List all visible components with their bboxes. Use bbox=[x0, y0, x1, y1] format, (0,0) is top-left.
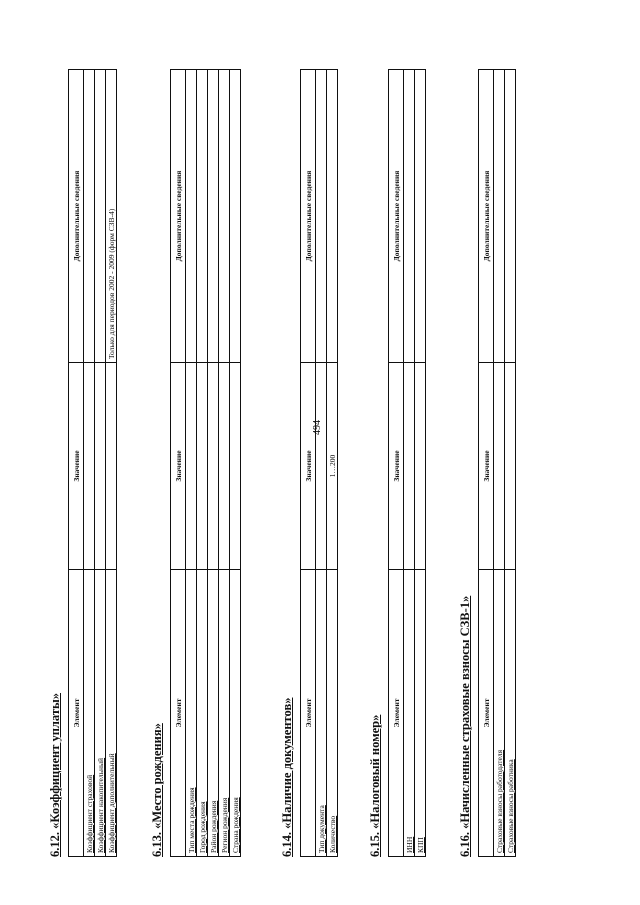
table-row bbox=[219, 70, 230, 857]
cell-element: Коэффициент страховой bbox=[84, 570, 95, 857]
header-info: Дополнительные сведения bbox=[69, 70, 84, 363]
header-info: Дополнительные сведения bbox=[301, 70, 316, 363]
table-tax-number bbox=[388, 69, 426, 857]
table-row bbox=[230, 70, 241, 857]
header-element: Элемент bbox=[389, 570, 404, 857]
table-row bbox=[505, 70, 516, 857]
table-row bbox=[327, 70, 338, 857]
cell-element: Регион рождения bbox=[219, 570, 230, 857]
cell-element: Район рождения bbox=[208, 570, 219, 857]
header-element: Элемент bbox=[479, 570, 494, 857]
header-info: Дополнительные сведения bbox=[389, 70, 404, 363]
header-value: Значение bbox=[479, 363, 494, 570]
section-title: 6.13. «Место рождения» bbox=[150, 723, 164, 857]
header-value: Значение bbox=[69, 363, 84, 570]
header-value: Значение bbox=[301, 363, 316, 570]
cell-info bbox=[208, 70, 219, 363]
table-documents bbox=[300, 69, 338, 857]
cell-info bbox=[186, 70, 197, 363]
table-row bbox=[186, 70, 197, 857]
cell-info bbox=[327, 70, 338, 363]
cell-element: Страховые взносы работника bbox=[505, 570, 516, 857]
cell-info bbox=[219, 70, 230, 363]
cell-value bbox=[84, 363, 95, 570]
cell-value bbox=[415, 363, 426, 570]
table-row bbox=[95, 70, 106, 857]
cell-info: Только для периодов 2002 - 2009 (форм СЗВ-4) bbox=[106, 70, 117, 363]
page-number: 494 bbox=[312, 420, 323, 435]
cell-value bbox=[404, 363, 415, 570]
cell-info bbox=[95, 70, 106, 363]
cell-value bbox=[316, 363, 327, 570]
header-element: Элемент bbox=[301, 570, 316, 857]
cell-element: ИНН bbox=[404, 570, 415, 857]
section-title: 6.12. «Коэффициент уплаты» bbox=[48, 692, 62, 857]
header-info: Дополнительные сведения bbox=[171, 70, 186, 363]
cell-value bbox=[106, 363, 117, 570]
table-payment-coefficient bbox=[68, 69, 117, 857]
cell-value bbox=[219, 363, 230, 570]
cell-value bbox=[494, 363, 505, 570]
table-insurance-contributions bbox=[478, 69, 516, 857]
cell-value bbox=[95, 363, 106, 570]
table-row bbox=[106, 70, 117, 857]
cell-element: Тип места рождения bbox=[186, 570, 197, 857]
table-row bbox=[494, 70, 505, 857]
cell-info bbox=[197, 70, 208, 363]
cell-element: Тип документа bbox=[316, 570, 327, 857]
cell-value bbox=[505, 363, 516, 570]
table-row bbox=[84, 70, 95, 857]
section-title: 6.14. «Наличие документов» bbox=[280, 697, 294, 857]
cell-info bbox=[494, 70, 505, 363]
cell-info bbox=[404, 70, 415, 363]
table-row bbox=[197, 70, 208, 857]
cell-info bbox=[230, 70, 241, 363]
cell-element: Страна рождения bbox=[230, 570, 241, 857]
cell-element: Количество bbox=[327, 570, 338, 857]
header-element: Элемент bbox=[171, 570, 186, 857]
cell-info bbox=[415, 70, 426, 363]
cell-element: Страховые взносы работодателя bbox=[494, 570, 505, 857]
header-value: Значение bbox=[389, 363, 404, 570]
cell-value bbox=[230, 363, 241, 570]
cell-element: Город рождения bbox=[197, 570, 208, 857]
cell-info bbox=[84, 70, 95, 363]
cell-info bbox=[505, 70, 516, 363]
header-value: Значение bbox=[171, 363, 186, 570]
header-info: Дополнительные сведения bbox=[479, 70, 494, 363]
cell-value bbox=[197, 363, 208, 570]
section-title: 6.16. «Начисленные страховые взносы СЗВ-1» bbox=[458, 595, 472, 857]
section-title: 6.15. «Налоговый номер» bbox=[368, 714, 382, 857]
cell-element: Коэффициент накопительный bbox=[95, 570, 106, 857]
cell-value bbox=[186, 363, 197, 570]
cell-value: 1…200 bbox=[327, 363, 338, 570]
table-row bbox=[316, 70, 327, 857]
cell-element: Коэффициент дополнительный bbox=[106, 570, 117, 857]
table-row bbox=[208, 70, 219, 857]
table-row bbox=[404, 70, 415, 857]
table-birth-place bbox=[170, 69, 241, 857]
cell-element: КПП bbox=[415, 570, 426, 857]
table-row bbox=[415, 70, 426, 857]
cell-info bbox=[316, 70, 327, 363]
header-element: Элемент bbox=[69, 570, 84, 857]
cell-value bbox=[208, 363, 219, 570]
